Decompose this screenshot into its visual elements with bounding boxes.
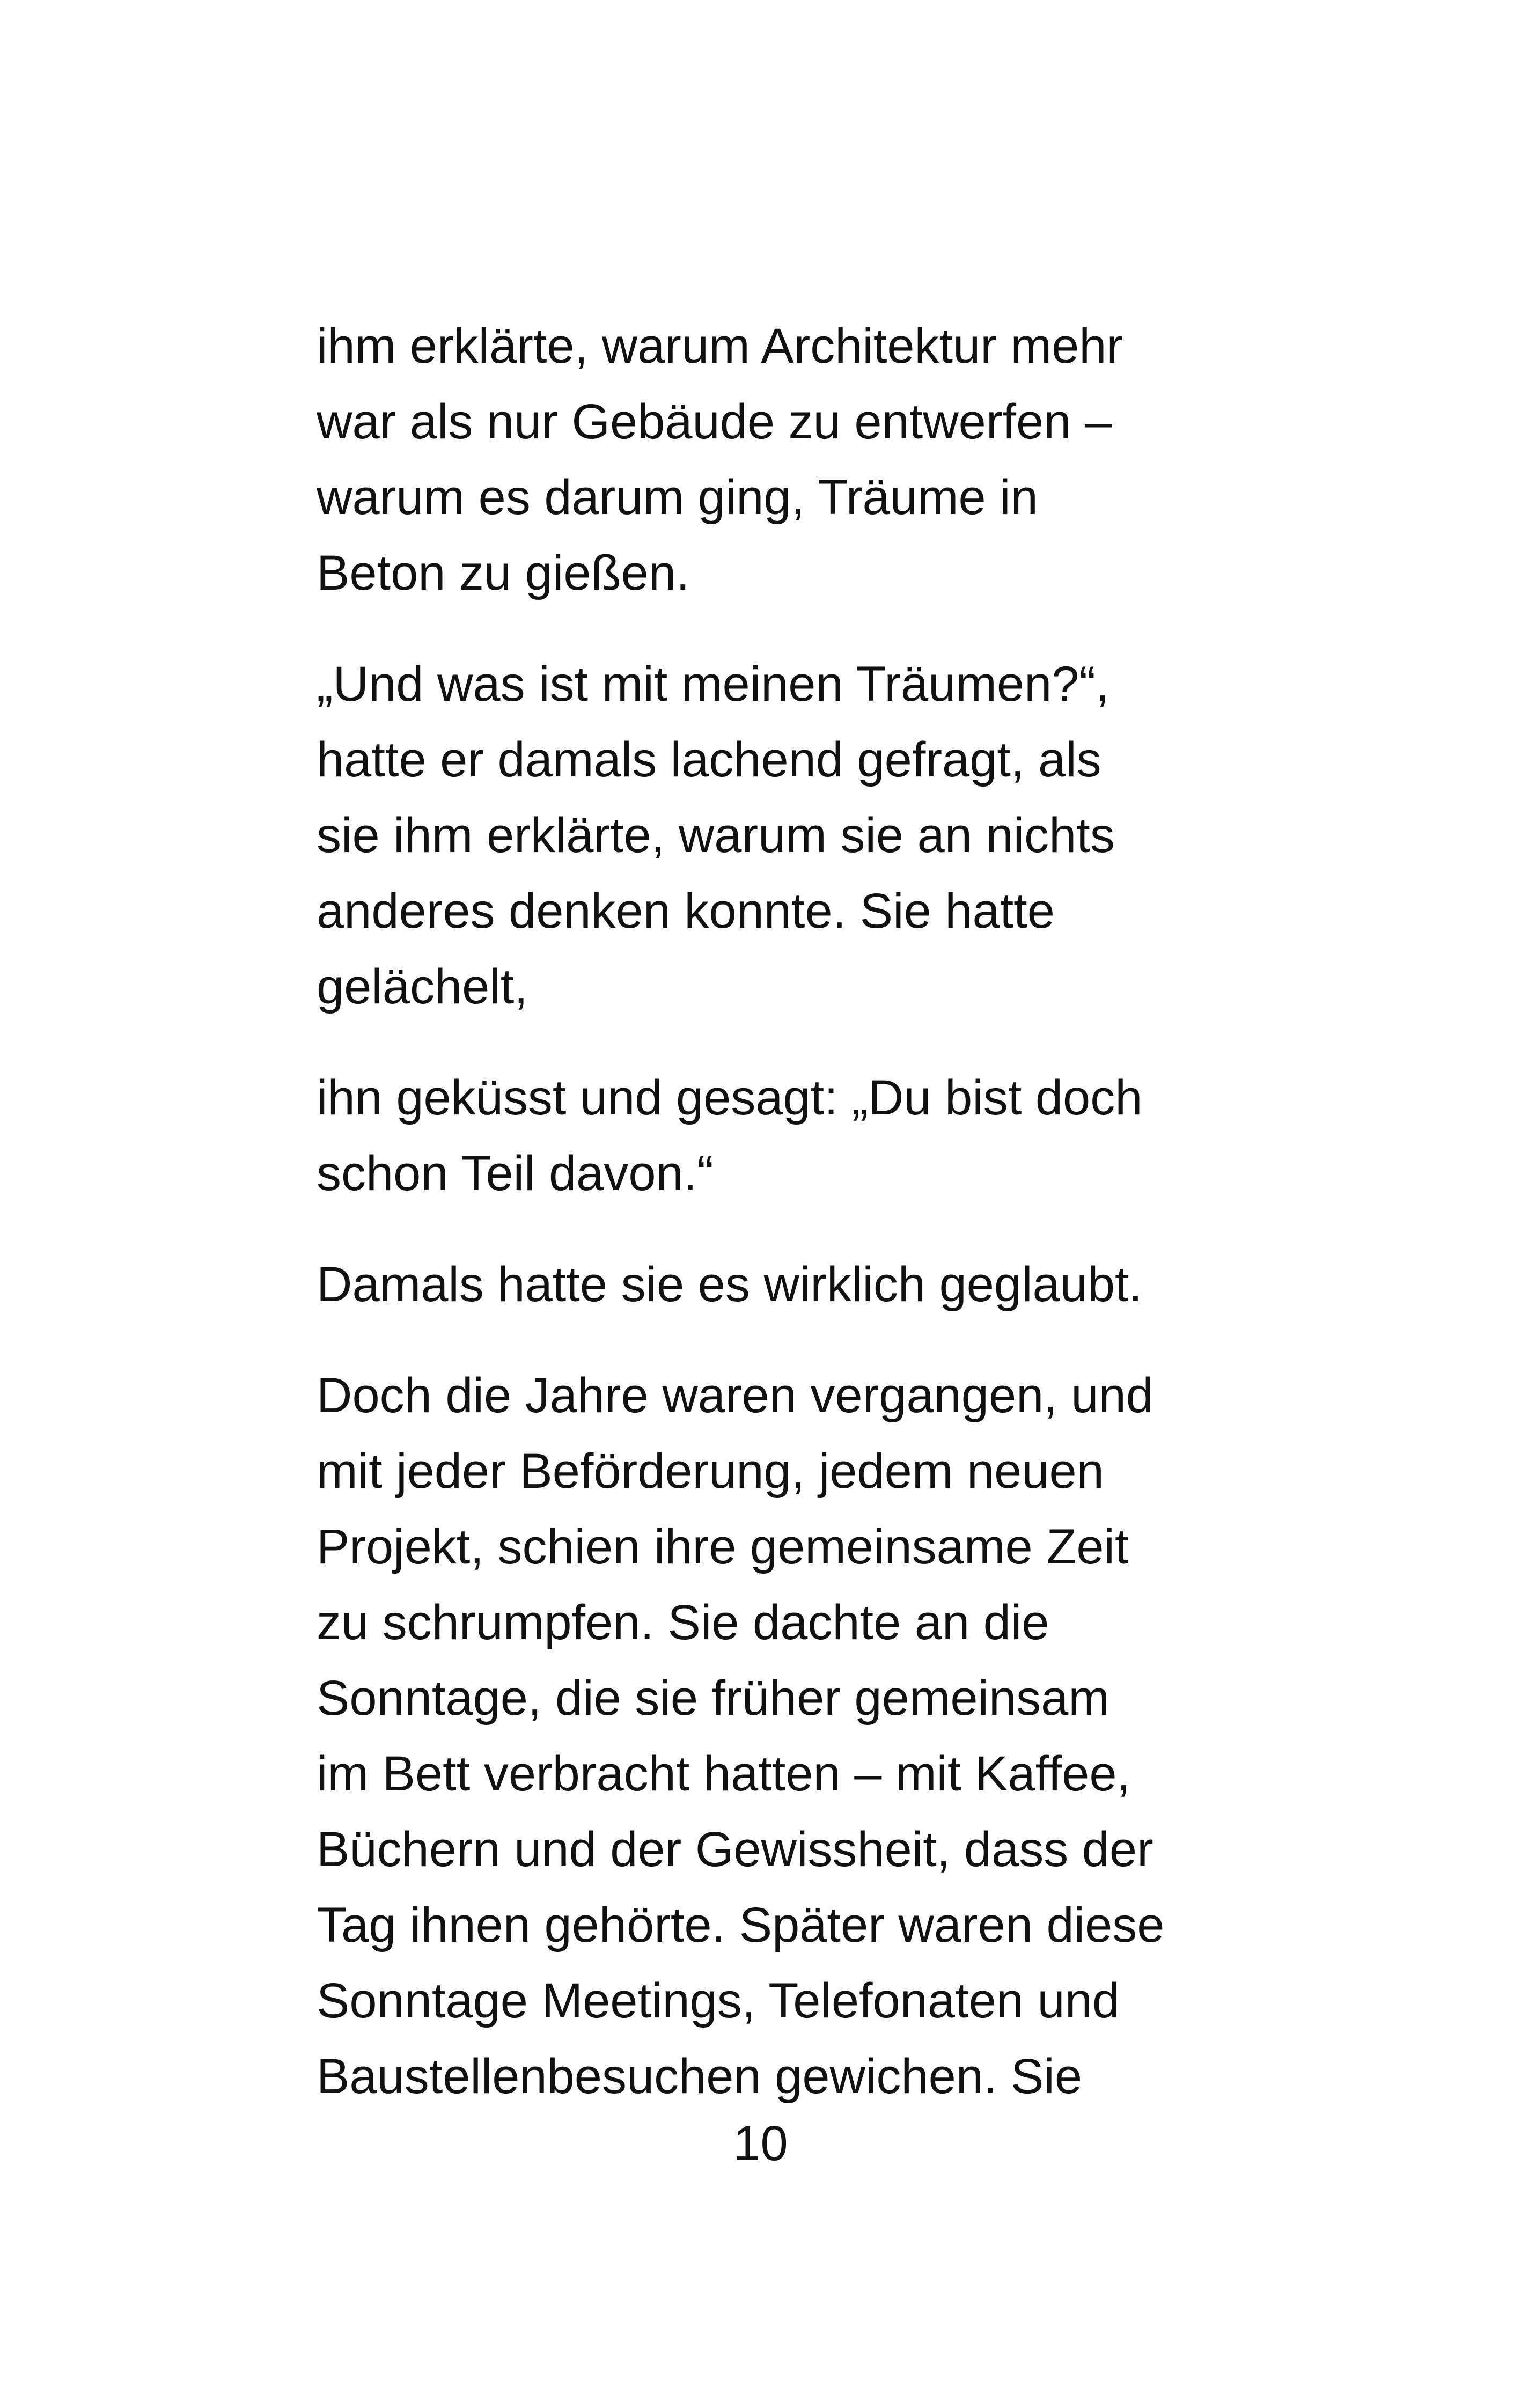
text-line: im Bett verbracht hatten – mit Kaffee, xyxy=(317,1746,1131,1801)
text-line: anderes denken konnte. Sie hatte xyxy=(317,884,1055,938)
text-line: Sonntage Meetings, Telefonaten und xyxy=(317,1973,1120,2028)
text-line: war als nur Gebäude zu entwerfen – xyxy=(317,394,1113,449)
text-line: hatte er damals lachend gefragt, als xyxy=(317,732,1101,787)
text-line: Damals hatte sie es wirklich geglaubt. xyxy=(317,1257,1143,1312)
paragraph-spacer xyxy=(317,1025,1229,1060)
paragraph-spacer xyxy=(317,1323,1229,1358)
text-line: Projekt, schien ihre gemeinsame Zeit xyxy=(317,1519,1129,1574)
text-line: Sonntage, die sie früher gemeinsam xyxy=(317,1671,1109,1726)
text-line: Tag ihnen gehörte. Später waren diese xyxy=(317,1898,1165,1952)
text-line: Doch die Jahre waren vergangen, und xyxy=(317,1368,1153,1423)
paragraph xyxy=(317,647,1229,1025)
text-line: Baustellenbesuchen gewichen. Sie xyxy=(317,2049,1082,2104)
text-line: „Und was ist mit meinen Träumen?“, xyxy=(317,657,1109,711)
text-line: warum es darum ging, Träume in xyxy=(317,470,1038,525)
text-line: schon Teil davon.“ xyxy=(317,1146,714,1201)
paragraph-spacer xyxy=(317,1212,1229,1247)
text-line: ihm erklärte, warum Architektur mehr xyxy=(317,319,1123,373)
paragraph xyxy=(317,1060,1229,1212)
page-number: 10 xyxy=(733,2116,788,2171)
text-line: sie ihm erklärte, warum sie an nichts xyxy=(317,808,1115,863)
text-line: zu schrumpfen. Sie dachte an die xyxy=(317,1595,1049,1650)
paragraph xyxy=(317,309,1229,611)
paragraph xyxy=(317,1358,1229,2115)
text-line: gelächelt, xyxy=(317,959,528,1014)
body-text xyxy=(317,309,1229,2115)
text-line: mit jeder Beförderung, jedem neuen xyxy=(317,1444,1104,1499)
text-line: ihn geküsst und gesagt: „Du bist doch xyxy=(317,1070,1143,1125)
paragraph xyxy=(317,1247,1229,1323)
paragraph-spacer xyxy=(317,611,1229,647)
text-line: Büchern und der Gewissheit, dass der xyxy=(317,1822,1153,1877)
text-line: Beton zu gießen. xyxy=(317,546,690,600)
